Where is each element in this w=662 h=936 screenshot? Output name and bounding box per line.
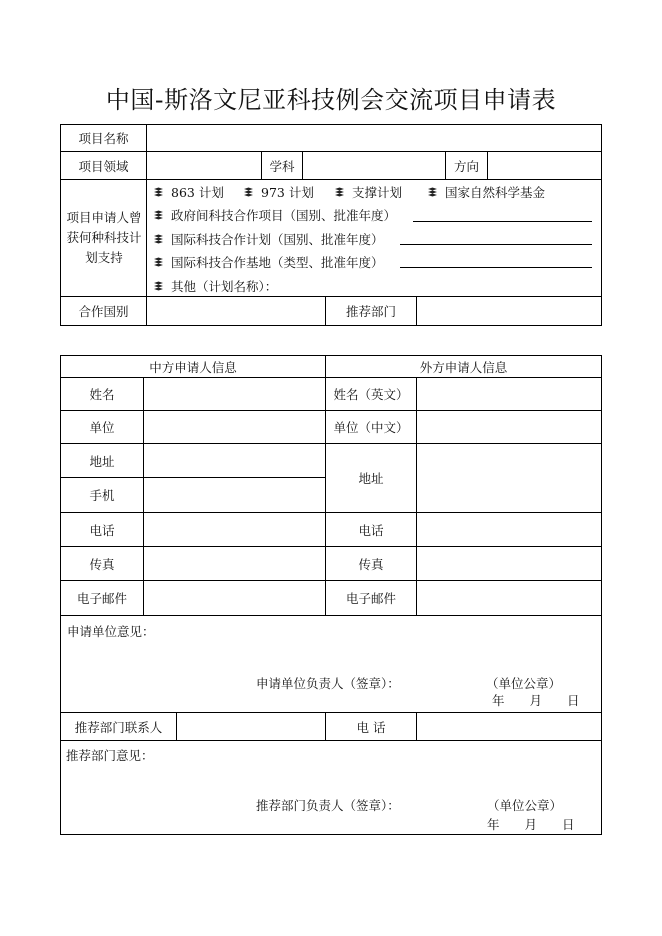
cn-address-label: 地址 [89, 453, 115, 469]
option-label: 国家自然科学基金 [445, 185, 546, 200]
foreign-name-input[interactable] [417, 378, 601, 410]
option-label: 其他（计划名称）： [171, 279, 278, 294]
option-973[interactable] [243, 183, 314, 201]
checkbox-icon [334, 187, 345, 198]
option-label: 政府间科技合作项目（国别、批准年度） [171, 208, 397, 223]
checkbox-icon [153, 210, 164, 221]
divider [60, 740, 602, 741]
intl-plan-input-line[interactable] [400, 244, 592, 245]
cn-phone-input[interactable] [144, 513, 325, 546]
contact-label: 推荐部门联系人 [74, 719, 163, 735]
direction-label: 方向 [453, 158, 479, 174]
foreign-address-input[interactable] [417, 444, 601, 512]
foreign-unit-input[interactable] [417, 411, 601, 443]
divider [601, 355, 602, 835]
cn-phone-label: 电话 [89, 522, 115, 538]
foreign-applicant-header: 外方申请人信息 [419, 359, 508, 375]
cn-name-label: 姓名 [89, 387, 115, 402]
country-label: 合作国别 [78, 304, 129, 319]
foreign-fax-input[interactable] [417, 547, 601, 580]
cn-email-label: 电子邮件 [76, 591, 127, 606]
applicant-opinion-label: 申请单位意见： [67, 624, 155, 639]
cn-name-input[interactable] [144, 378, 325, 410]
foreign-email-label: 电子邮件 [345, 591, 396, 606]
option-label: 国际科技合作计划（国别、批准年度） [171, 232, 384, 247]
cn-email-input[interactable] [144, 581, 325, 615]
checkbox-icon [153, 234, 164, 245]
cn-address-input[interactable] [144, 444, 325, 477]
contact-phone-input[interactable] [417, 713, 601, 740]
checkbox-icon [153, 257, 164, 268]
recommend-opinion-input[interactable] [61, 764, 601, 796]
option-label: 支撑计划 [352, 185, 403, 200]
cn-mobile-input[interactable] [144, 478, 325, 512]
applicant-opinion-input[interactable] [61, 640, 601, 675]
divider [60, 615, 602, 616]
form-title: 中国-斯洛文尼亚科技例会交流项目申请表 [105, 86, 557, 114]
recommend-opinion-label: 推荐部门意见： [66, 748, 154, 763]
direction-input[interactable] [488, 152, 601, 179]
project-name-input[interactable] [147, 125, 601, 151]
option-intl-plan[interactable] [153, 230, 384, 248]
foreign-phone-input[interactable] [417, 513, 601, 546]
project-field-input[interactable] [147, 152, 261, 179]
divider [601, 124, 602, 326]
country-input[interactable] [147, 297, 325, 325]
intergov-input-line[interactable] [413, 221, 592, 222]
intl-base-input-line[interactable] [400, 267, 592, 268]
foreign-unit-label: 单位（中文） [333, 420, 409, 435]
contact-phone-label: 电 话 [356, 719, 386, 735]
divider [60, 325, 602, 326]
applicant-signer-label: 申请单位负责人（签章）： [256, 676, 400, 691]
recommend-date-label: 年 月 日 [487, 817, 575, 832]
contact-input[interactable] [177, 713, 325, 740]
cn-applicant-header: 中方申请人信息 [149, 359, 237, 375]
checkbox-icon [153, 187, 164, 198]
option-intergov[interactable] [153, 206, 396, 224]
support-label: 项目申请人曾获何种科技计划支持 [66, 210, 142, 265]
cn-fax-input[interactable] [144, 547, 325, 580]
recommend-seal-label: （单位公章） [487, 798, 563, 813]
project-field-label: 项目领域 [78, 158, 129, 174]
recommend-dept-label: 推荐部门 [345, 304, 396, 319]
foreign-name-label: 姓名（英文） [333, 387, 409, 402]
project-name-label: 项目名称 [78, 131, 129, 146]
cn-mobile-label: 手机 [89, 488, 115, 503]
subject-label: 学科 [269, 158, 295, 174]
foreign-email-input[interactable] [417, 581, 601, 615]
option-nsfc[interactable] [427, 183, 545, 201]
applicant-date-label: 年 月 日 [492, 693, 580, 708]
foreign-fax-label: 传真 [358, 556, 384, 572]
option-863[interactable] [153, 183, 224, 201]
cn-unit-label: 单位 [89, 420, 115, 435]
checkbox-icon [243, 187, 254, 198]
cn-unit-input[interactable] [144, 411, 325, 443]
applicant-seal-label: （单位公章） [486, 676, 562, 691]
option-intl-base[interactable] [153, 253, 384, 271]
divider [60, 834, 602, 835]
subject-input[interactable] [303, 152, 445, 179]
checkbox-icon [427, 187, 438, 198]
recommend-dept-input[interactable] [417, 297, 601, 325]
option-label: 863 计划 [171, 185, 224, 200]
option-other[interactable] [153, 277, 277, 295]
cn-fax-label: 传真 [89, 556, 115, 572]
checkbox-icon [153, 281, 164, 292]
foreign-address-label: 地址 [358, 471, 384, 486]
option-support-plan[interactable] [334, 183, 402, 201]
option-label: 国际科技合作基地（类型、批准年度） [171, 255, 384, 270]
recommend-signer-label: 推荐部门负责人（签章）： [256, 798, 400, 813]
option-label: 973 计划 [261, 185, 314, 200]
foreign-phone-label: 电话 [358, 522, 384, 538]
